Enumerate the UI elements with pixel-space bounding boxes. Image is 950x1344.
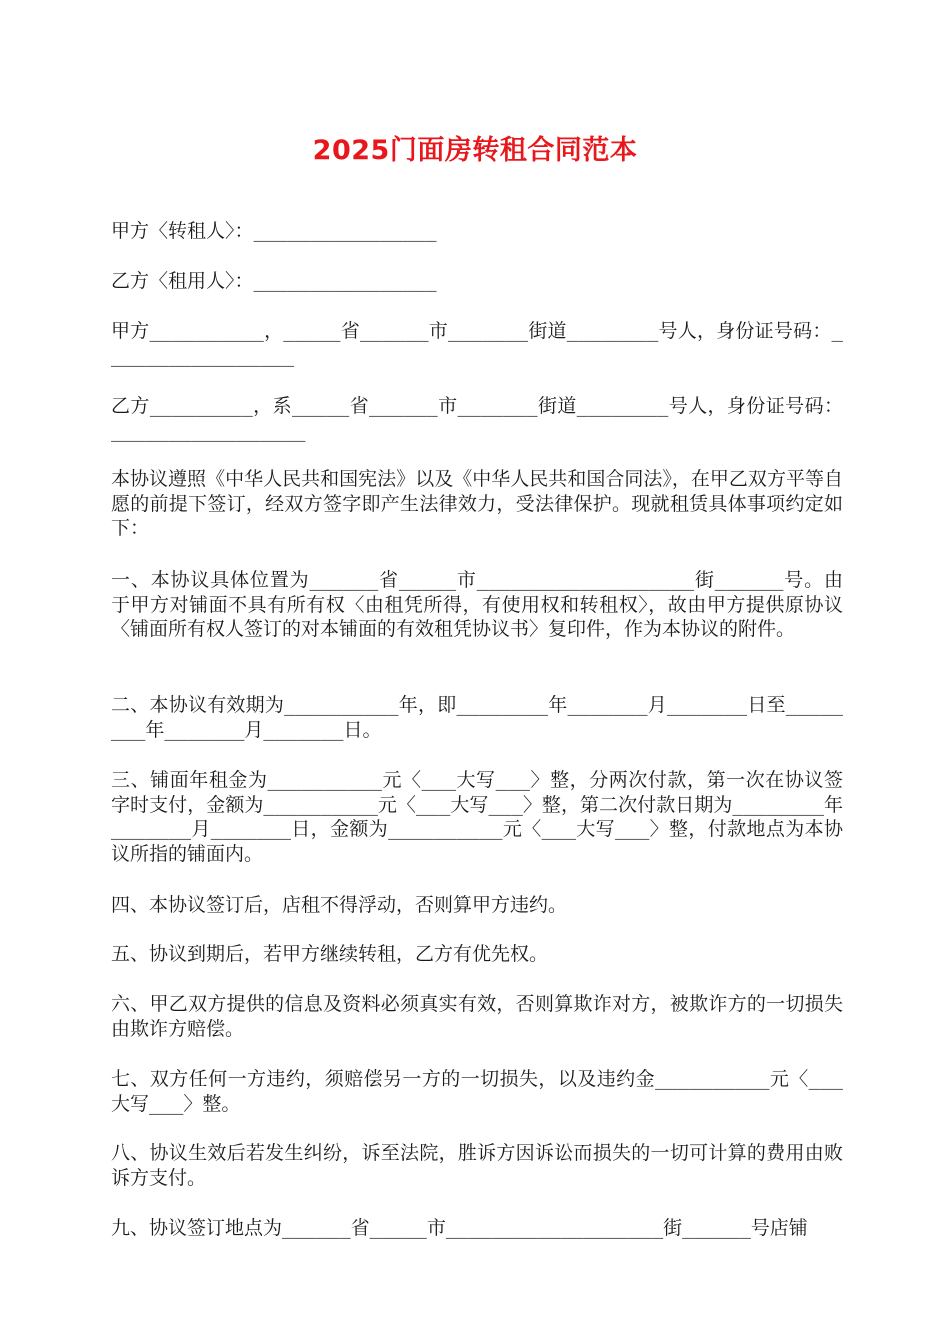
clause-4: 四、本协议签订后，店租不得浮动，否则算甲方违约。	[111, 894, 568, 916]
clause-1: 一、本协议具体位置为______省_____市___________________街______号。由于甲方对铺面不具有所有权〈由租凭所得，有使用权和转租权〉，故由甲方提供原协议〈铺面所有权人签订的对本铺面的有效租凭协议书〉复印件，作为本协议的附件。	[111, 569, 843, 640]
clause-2: 二、本协议有效期为__________年，即________年_______月_______日至________年_______月_______日。	[111, 694, 843, 741]
clause-5: 五、协议到期后，若甲方继续转租，乙方有优先权。	[111, 943, 549, 965]
clause-8: 八、协议生效后若发生纠纷，诉至法院，胜诉方因诉讼而损失的一切可计算的费用由败诉方支付。	[111, 1142, 843, 1189]
party-b-line: 乙方〈租用人〉：________________	[111, 270, 437, 292]
party-b-address: 乙方_________，系_____省______市_______街道________号人，身份证号码：_________________	[111, 395, 843, 442]
clause-9: 九、协议签订地点为______省_____市___________________街______号店铺	[111, 1217, 808, 1239]
party-a-line: 甲方〈转租人〉：________________	[111, 220, 437, 242]
party-a-address: 甲方__________，_____省______市_______街道________号人，身份证号码：_________________	[111, 320, 843, 367]
clause-3: 三、铺面年租金为__________元〈___大写___〉整，分两次付款，第一次在协议签字时支付，金额为__________元〈___大写___〉整，第二次付款日期为________年_______月_______日，金额为__________元〈___大写___〉整，付款地点为本协议所指的铺面内。	[111, 769, 843, 865]
clause-6: 六、甲乙双方提供的信息及资料必须真实有效，否则算欺诈对方，被欺诈方的一切损失由欺诈方赔偿。	[111, 993, 843, 1040]
clause-7: 七、双方任何一方违约，须赔偿另一方的一切损失，以及违约金__________元〈___大写___〉整。	[111, 1068, 843, 1115]
preamble-paragraph: 本协议遵照《中华人民共和国宪法》以及《中华人民共和国合同法》，在甲乙双方平等自愿的前提下签订，经双方签字即产生法律效力，受法律保护。现就租赁具体事项约定如下：	[111, 468, 843, 539]
document-title: 2025门面房转租合同范本	[312, 135, 638, 166]
